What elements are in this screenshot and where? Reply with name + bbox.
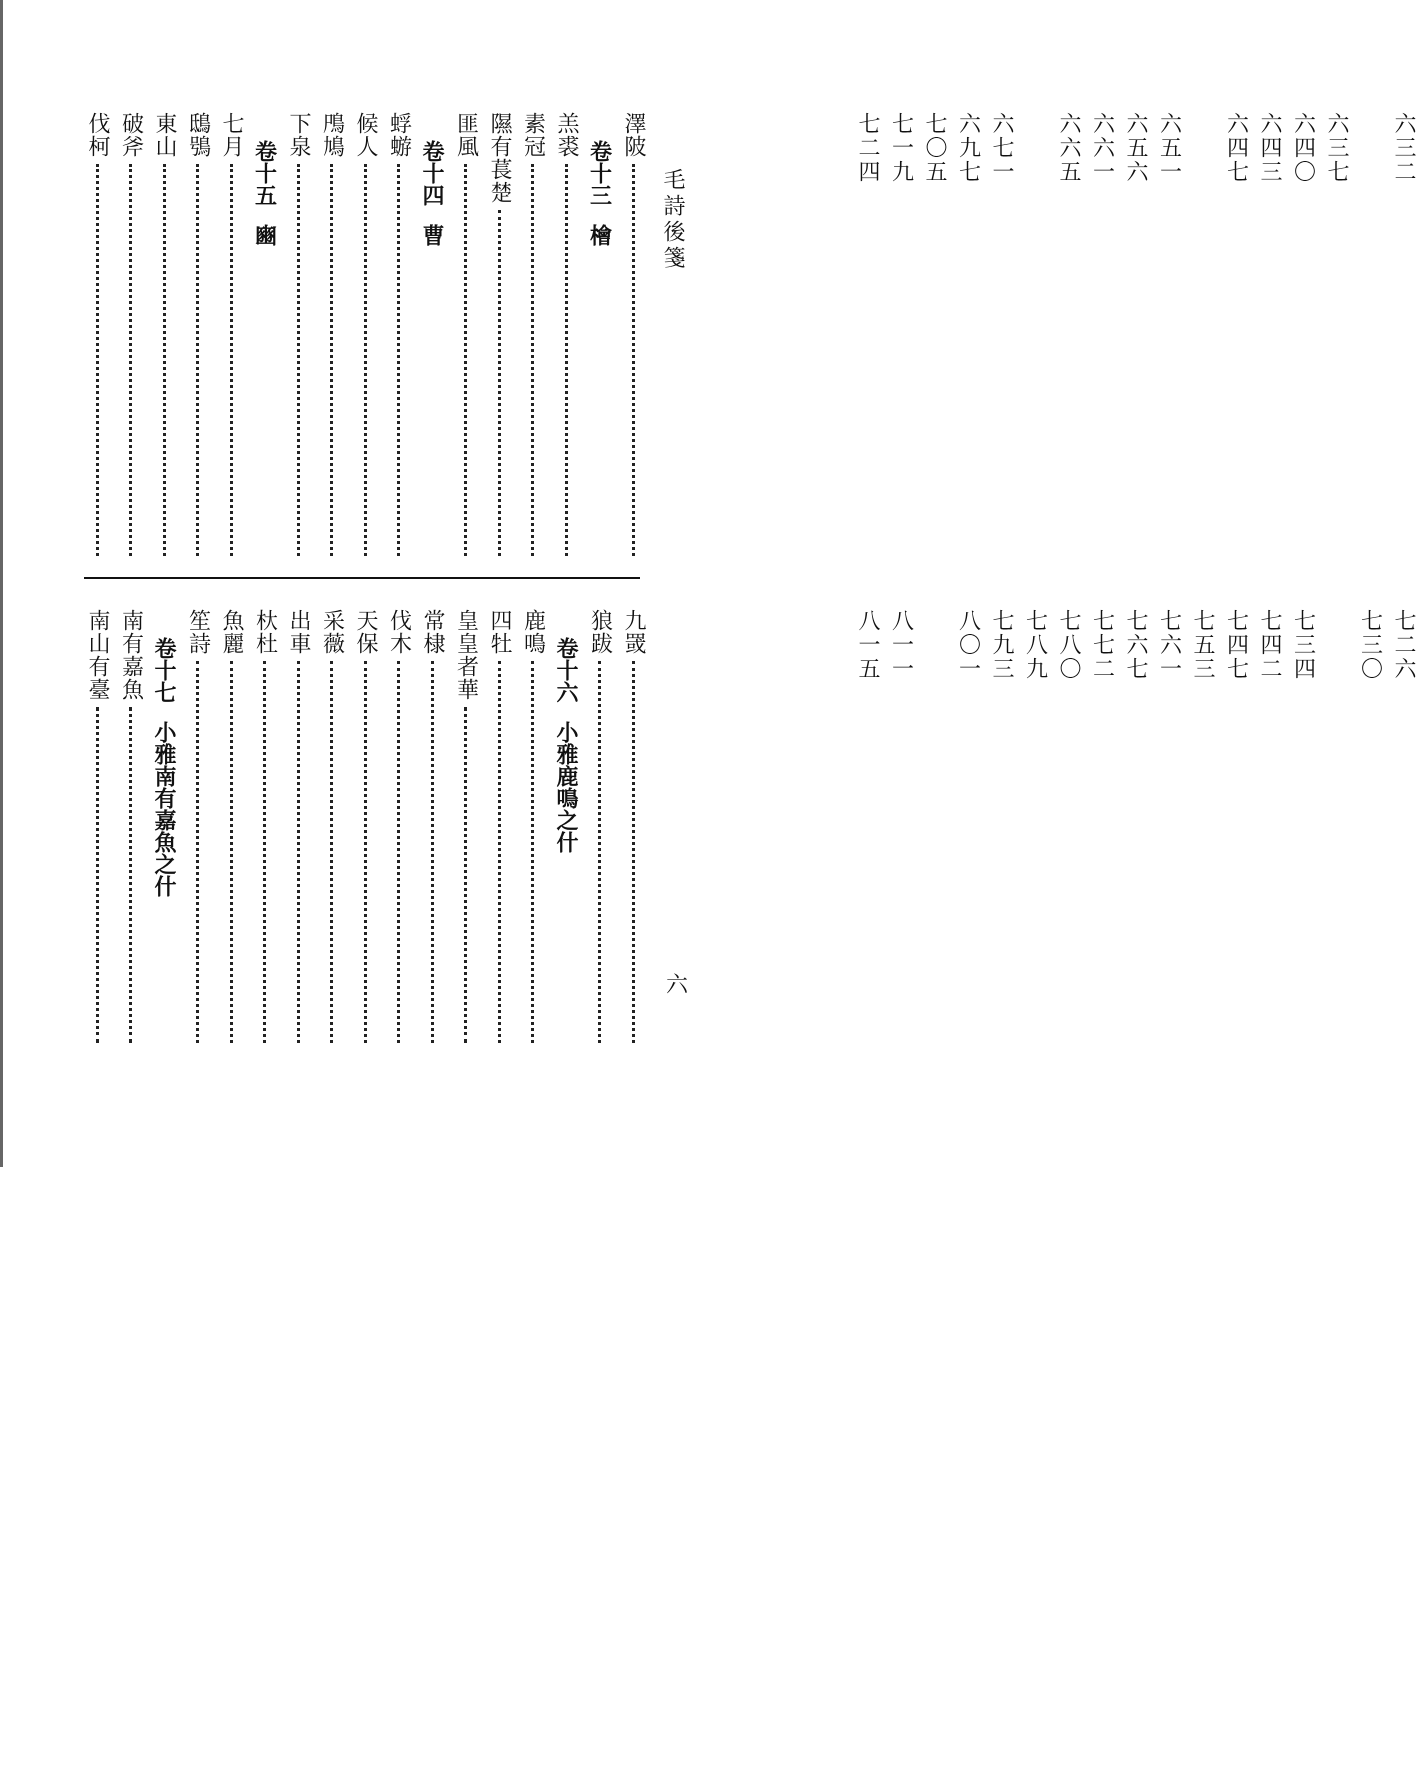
entry-title: 伐柯 <box>85 112 110 158</box>
entry-title: 采薇 <box>319 609 345 655</box>
entry-title: 狼跋 <box>587 609 613 655</box>
entry-page-number: 六三二 <box>1391 112 1416 184</box>
entry-title: 澤陂 <box>621 112 646 158</box>
entry-page-number: 七六一 <box>1156 609 1182 681</box>
entry-page-number: 七六七 <box>1123 609 1148 681</box>
running-title: 毛詩後箋 <box>660 168 685 272</box>
volume-label: 卷十五 <box>251 140 278 206</box>
entry-page-number: 六六一 <box>1089 112 1115 184</box>
volume-section: 豳 <box>251 224 278 246</box>
entry-page-number: 七七二 <box>1089 609 1115 681</box>
volume-section: 檜 <box>586 224 613 246</box>
entry-page-number: 八一五 <box>855 609 880 681</box>
entry-page-number: 八〇一 <box>955 609 981 681</box>
entry-page-number: 六四〇 <box>1290 112 1316 184</box>
entry-page-number: 六六五 <box>1056 112 1081 184</box>
entry-title: 破斧 <box>118 112 144 158</box>
entry-title: 下泉 <box>286 112 311 158</box>
entry-title: 天保 <box>353 609 378 655</box>
entry-title: 皇皇者華 <box>453 609 479 701</box>
entry-title: 鳲鳩 <box>319 112 345 158</box>
entry-page-number: 六五六 <box>1123 112 1148 184</box>
entry-page-number: 六四三 <box>1257 112 1282 184</box>
entry-page-number: 八一一 <box>888 609 914 681</box>
entry-title: 隰有萇楚 <box>487 112 512 204</box>
entry-title: 四牡 <box>487 609 512 655</box>
entry-page-number: 七〇五 <box>922 112 947 184</box>
entry-title: 匪風 <box>453 112 479 158</box>
volume-section: 曹 <box>419 224 445 246</box>
volume-label: 卷十四 <box>419 140 445 206</box>
entry-title: 素冠 <box>520 112 546 158</box>
entry-page-number: 六七一 <box>989 112 1014 184</box>
entry-title: 羔裘 <box>554 112 579 158</box>
entry-page-number: 六九七 <box>955 112 981 184</box>
entry-page-number: 六三七 <box>1324 112 1349 184</box>
entry-page-number: 七一九 <box>888 112 914 184</box>
entry-page-number: 七四二 <box>1257 609 1282 681</box>
entry-title: 鹿鳴 <box>520 609 546 655</box>
volume-label: 卷十三 <box>586 140 613 206</box>
entry-title: 東山 <box>152 112 177 158</box>
entry-page-number: 七九三 <box>989 609 1014 681</box>
entry-page-number: 七五三 <box>1190 609 1215 681</box>
volume-label: 卷十六 <box>553 637 579 703</box>
entry-page-number: 七四七 <box>1223 609 1249 681</box>
entry-title: 候人 <box>353 112 378 158</box>
entry-page-number: 七八九 <box>1022 609 1048 681</box>
entry-title: 九罭 <box>621 609 646 655</box>
volume-section: 小雅鹿鳴之什 <box>553 721 579 853</box>
entry-title: 常棣 <box>420 609 445 655</box>
entry-page-number: 七三四 <box>1290 609 1316 681</box>
entry-title: 出車 <box>286 609 311 655</box>
entry-page-number: 七二六 <box>1391 609 1416 681</box>
entry-title: 伐木 <box>386 609 412 655</box>
entry-title: 魚麗 <box>219 609 244 655</box>
volume-section: 小雅南有嘉魚之什 <box>151 721 177 897</box>
entry-title: 南有嘉魚 <box>118 609 144 701</box>
entry-title: 七月 <box>219 112 244 158</box>
entry-page-number: 七八〇 <box>1056 609 1081 681</box>
entry-page-number: 七三〇 <box>1357 609 1383 681</box>
entry-title: 杕杜 <box>252 609 278 655</box>
entry-page-number: 六四七 <box>1223 112 1249 184</box>
page-number: 六 <box>665 973 688 998</box>
toc-lower-half <box>0 579 1416 1167</box>
entry-title: 鴟鴞 <box>185 112 211 158</box>
entry-title: 蜉蝣 <box>386 112 412 158</box>
toc-upper-half <box>0 0 1416 577</box>
entry-title: 南山有臺 <box>85 609 110 701</box>
entry-page-number: 七二四 <box>855 112 880 184</box>
entry-page-number: 六五一 <box>1156 112 1182 184</box>
volume-label: 卷十七 <box>151 637 177 703</box>
entry-title: 笙詩 <box>185 609 211 655</box>
